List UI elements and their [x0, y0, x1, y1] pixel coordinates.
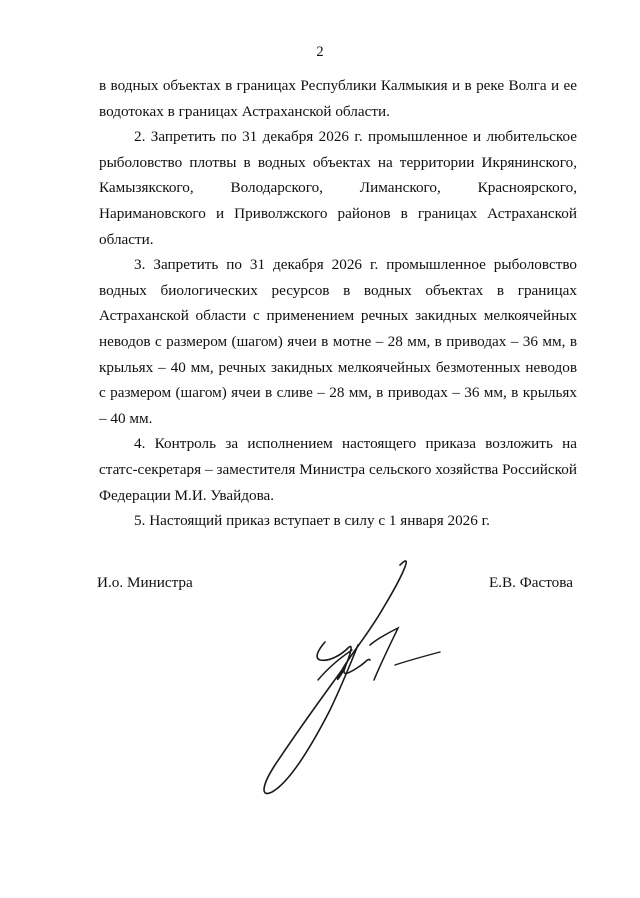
document-body — [99, 73, 577, 534]
paragraph-item-4: 4. Контроль за исполнением настоящего приказа возложить на статс-секретаря – заместителя Министра сельского хозяйства Российской Федерации М.И. Увайдова. — [99, 435, 577, 504]
page-number: 2 — [316, 44, 324, 60]
paragraph-item-3: 3. Запретить по 31 декабря 2026 г. промышленное рыболовство водных биологических ресурсов в водных объектах в границах Астраханской области с применением речных закидных мелкоячейных неводов с размером (шагом) ячеи в мотне – 28 мм, в приводах – 36 мм, в крыльях – 40 мм, речных закидных мелкоячейных безмотенных неводов с размером (шагом) ячеи в сливе – 28 мм, в приводах – 36 мм, в крыльях – 40 мм. — [99, 256, 577, 427]
paragraph-item-5: 5. Настоящий приказ вступает в силу с 1 января 2026 г. — [134, 512, 490, 530]
paragraph-item-2: 2. Запретить по 31 декабря 2026 г. промышленное и любительское рыболовство плотвы в водных объектах на территории Икрянинского, Камызякского, Володарского, Лиманского, Красноярского, Наримановского и Приволжского районов в границах Астраханской области. — [99, 128, 577, 248]
signatory-title: И.о. Министра — [97, 574, 193, 591]
handwritten-signature — [250, 550, 450, 800]
signatory-name: Е.В. Фастова — [488, 574, 573, 591]
paragraph-continuation: в водных объектах в границах Республики Калмыкия и в реке Волга и ее водотоках в границах Астраханской области. — [99, 77, 577, 120]
